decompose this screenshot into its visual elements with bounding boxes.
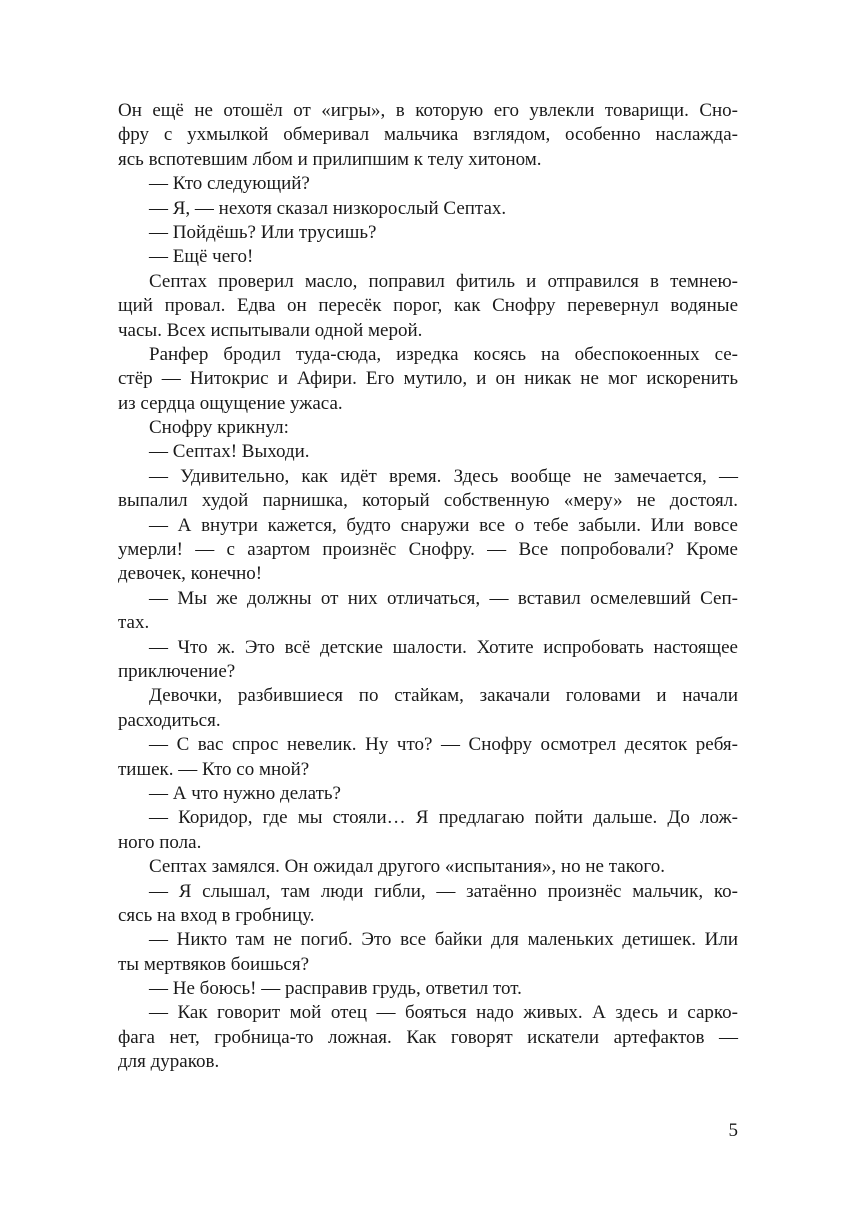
text-line: — Удивительно, как идёт время. Здесь вообще не замечается, — bbox=[149, 465, 738, 487]
text-line: фру с ухмылкой обмеривал мальчика взглядом, особенно наслажда- bbox=[118, 124, 738, 146]
text-line: сясь на вход в гробницу. bbox=[118, 904, 315, 926]
text-line: — А что нужно делать? bbox=[149, 782, 341, 804]
text-line: — Ещё чего! bbox=[149, 246, 254, 268]
text-line: Снофру крикнул: bbox=[149, 417, 289, 439]
text-line: — Коридор, где мы стояли… Я предлагаю пойти дальше. До лож- bbox=[149, 807, 738, 829]
text-line: умерли! — с азартом произнёс Снофру. — Все попробовали? Кроме bbox=[118, 539, 738, 561]
text-line: ты мертвяков боишься? bbox=[118, 953, 310, 975]
text-line: Ранфер бродил туда-сюда, изредка косясь на обеспокоенных се- bbox=[149, 343, 738, 365]
text-line: выпалил худой парнишка, который собственную «меру» не достоял. bbox=[118, 490, 738, 512]
text-line: Он ещё не отошёл от «игры», в которую его увлекли товарищи. Сно- bbox=[118, 100, 738, 121]
text-line: — Никто там не погиб. Это все байки для маленьких детишек. Или bbox=[149, 929, 738, 951]
text-line: Септах проверил масло, поправил фитиль и отправился в темнею- bbox=[149, 270, 738, 292]
text-line: — Мы же должны от них отличаться, — вставил осмелевший Сеп- bbox=[149, 587, 738, 609]
text-line: ного пола. bbox=[118, 831, 202, 853]
page-number: 5 bbox=[728, 1120, 738, 1141]
text-line: для дураков. bbox=[118, 1051, 220, 1073]
text-line: из сердца ощущение ужаса. bbox=[118, 392, 343, 414]
text-line: — Я слышал, там люди гибли, — затаённо произнёс мальчик, ко- bbox=[149, 880, 738, 902]
text-line: расходиться. bbox=[118, 709, 221, 731]
text-line: девочек, конечно! bbox=[118, 563, 263, 585]
text-line: — Пойдёшь? Или трусишь? bbox=[149, 221, 377, 243]
text-line: — Не боюсь! — расправив грудь, ответил тот. bbox=[149, 978, 522, 1000]
text-line: Девочки, разбившиеся по стайкам, закачали головами и начали bbox=[149, 685, 738, 707]
text-line: — Септах! Выходи. bbox=[149, 441, 310, 463]
text-line: Септах замялся. Он ожидал другого «испытания», но не такого. bbox=[149, 856, 665, 878]
text-line: тах. bbox=[118, 612, 150, 634]
text-line: — Кто следующий? bbox=[149, 173, 310, 195]
text-line: ясь вспотевшим лбом и прилипшим к телу хитоном. bbox=[118, 148, 542, 170]
text-line: щий провал. Едва он пересёк порог, как Снофру перевернул водяные bbox=[118, 295, 738, 317]
text-line: приключение? bbox=[118, 660, 236, 682]
text-line: — С вас спрос невелик. Ну что? — Снофру осмотрел десяток ребя- bbox=[149, 734, 738, 756]
text-line: стёр — Нитокрис и Афири. Его мутило, и он никак не мог искоренить bbox=[118, 368, 738, 390]
text-line: — Как говорит мой отец — бояться надо живых. А здесь и сарко- bbox=[149, 1002, 738, 1024]
text-line: — А внутри кажется, будто снаружи все о тебе забыли. Или вовсе bbox=[149, 514, 738, 536]
text-line: часы. Всех испытывали одной мерой. bbox=[118, 319, 423, 341]
text-line: — Я, — нехотя сказал низкорослый Септах. bbox=[149, 197, 507, 219]
text-line: фага нет, гробница-то ложная. Как говорят искатели артефактов — bbox=[118, 1026, 738, 1048]
text-line: тишек. — Кто со мной? bbox=[118, 758, 310, 780]
text-line: — Что ж. Это всё детские шалости. Хотите испробовать настоящее bbox=[149, 636, 738, 658]
body-text bbox=[118, 99, 738, 1075]
